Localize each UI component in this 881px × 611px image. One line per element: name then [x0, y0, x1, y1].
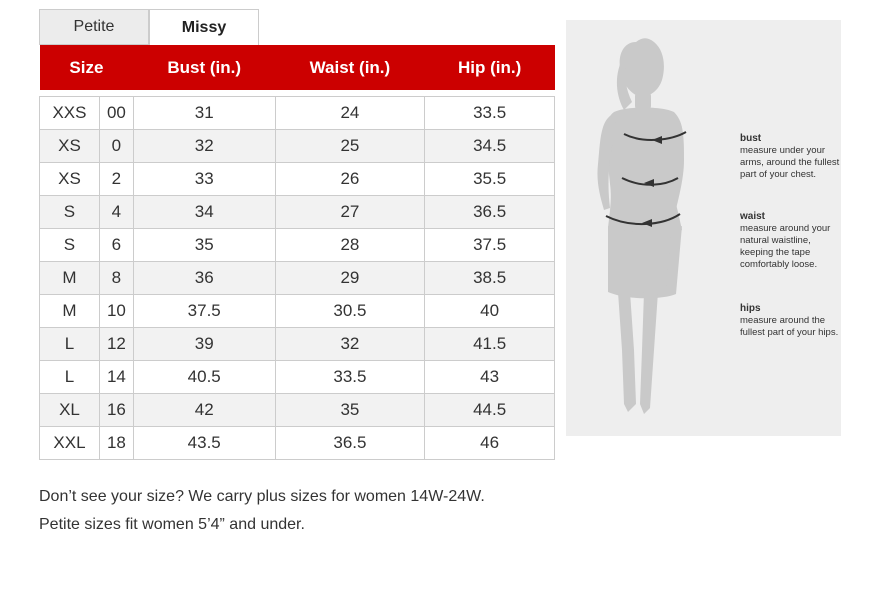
- cell-size: M: [40, 295, 100, 328]
- hips-guide-text: measure around the fullest part of your hips.: [740, 315, 839, 338]
- cell-num: 8: [99, 262, 133, 295]
- table-row: [40, 427, 555, 460]
- cell-bust: 35: [133, 229, 275, 262]
- cell-bust: 37.5: [133, 295, 275, 328]
- cell-hip: 46: [425, 427, 555, 460]
- table-header-row: [40, 45, 555, 90]
- cell-num: 16: [99, 394, 133, 427]
- table-row: [40, 196, 555, 229]
- header-waist: Waist (in.): [275, 45, 425, 90]
- table-row: [40, 229, 555, 262]
- cell-num: 18: [99, 427, 133, 460]
- size-tabs: [39, 9, 259, 45]
- cell-num: 2: [99, 163, 133, 196]
- cell-waist: 24: [275, 97, 425, 130]
- bust-guide-title: bust: [740, 133, 762, 144]
- cell-size: XXS: [40, 97, 100, 130]
- cell-bust: 34: [133, 196, 275, 229]
- cell-hip: 33.5: [425, 97, 555, 130]
- cell-num: 0: [99, 130, 133, 163]
- hips-guide-title: hips: [740, 303, 761, 314]
- cell-hip: 34.5: [425, 130, 555, 163]
- cell-num: 10: [99, 295, 133, 328]
- size-chart-table: [39, 45, 555, 460]
- waist-guide: [740, 211, 840, 271]
- cell-size: XS: [40, 163, 100, 196]
- cell-bust: 31: [133, 97, 275, 130]
- body-figure-illustration: [566, 20, 741, 436]
- cell-waist: 36.5: [275, 427, 425, 460]
- table-row: [40, 361, 555, 394]
- cell-num: 4: [99, 196, 133, 229]
- cell-waist: 27: [275, 196, 425, 229]
- cell-num: 00: [99, 97, 133, 130]
- cell-size: M: [40, 262, 100, 295]
- measurement-guide-panel: [566, 20, 841, 436]
- cell-hip: 35.5: [425, 163, 555, 196]
- header-bust: Bust (in.): [133, 45, 275, 90]
- bust-guide: [740, 133, 840, 181]
- cell-waist: 32: [275, 328, 425, 361]
- bust-guide-text: measure under your arms, around the fullest part of your chest.: [740, 145, 840, 180]
- tab-missy[interactable]: Missy: [149, 9, 259, 45]
- cell-waist: 25: [275, 130, 425, 163]
- table-row: [40, 130, 555, 163]
- cell-waist: 30.5: [275, 295, 425, 328]
- cell-size: L: [40, 328, 100, 361]
- cell-waist: 33.5: [275, 361, 425, 394]
- cell-bust: 43.5: [133, 427, 275, 460]
- cell-size: S: [40, 229, 100, 262]
- table-row: [40, 262, 555, 295]
- cell-hip: 36.5: [425, 196, 555, 229]
- cell-waist: 28: [275, 229, 425, 262]
- cell-hip: 44.5: [425, 394, 555, 427]
- cell-bust: 40.5: [133, 361, 275, 394]
- cell-num: 6: [99, 229, 133, 262]
- cell-waist: 26: [275, 163, 425, 196]
- table-row: [40, 97, 555, 130]
- table-row: [40, 328, 555, 361]
- cell-num: 12: [99, 328, 133, 361]
- waist-guide-text: measure around your natural waistline, keeping the tape comfortably loose.: [740, 223, 831, 270]
- cell-bust: 33: [133, 163, 275, 196]
- table-row: [40, 163, 555, 196]
- size-notes: [39, 483, 485, 539]
- cell-hip: 41.5: [425, 328, 555, 361]
- header-hip: Hip (in.): [425, 45, 555, 90]
- cell-hip: 38.5: [425, 262, 555, 295]
- waist-guide-title: waist: [740, 211, 766, 222]
- header-size: Size: [40, 45, 134, 90]
- cell-hip: 40: [425, 295, 555, 328]
- tab-petite[interactable]: Petite: [39, 9, 149, 45]
- cell-size: XXL: [40, 427, 100, 460]
- cell-waist: 29: [275, 262, 425, 295]
- cell-bust: 36: [133, 262, 275, 295]
- cell-bust: 39: [133, 328, 275, 361]
- petite-note: Petite sizes fit women 5’4” and under.: [39, 516, 305, 533]
- cell-size: L: [40, 361, 100, 394]
- cell-waist: 35: [275, 394, 425, 427]
- hips-guide: [740, 303, 840, 339]
- cell-size: XS: [40, 130, 100, 163]
- cell-hip: 43: [425, 361, 555, 394]
- table-row: [40, 295, 555, 328]
- cell-num: 14: [99, 361, 133, 394]
- cell-size: S: [40, 196, 100, 229]
- cell-bust: 42: [133, 394, 275, 427]
- cell-size: XL: [40, 394, 100, 427]
- cell-bust: 32: [133, 130, 275, 163]
- table-row: [40, 394, 555, 427]
- silhouette: [597, 38, 684, 414]
- cell-hip: 37.5: [425, 229, 555, 262]
- plus-size-note: Don’t see your size? We carry plus sizes for women 14W-24W.: [39, 488, 485, 505]
